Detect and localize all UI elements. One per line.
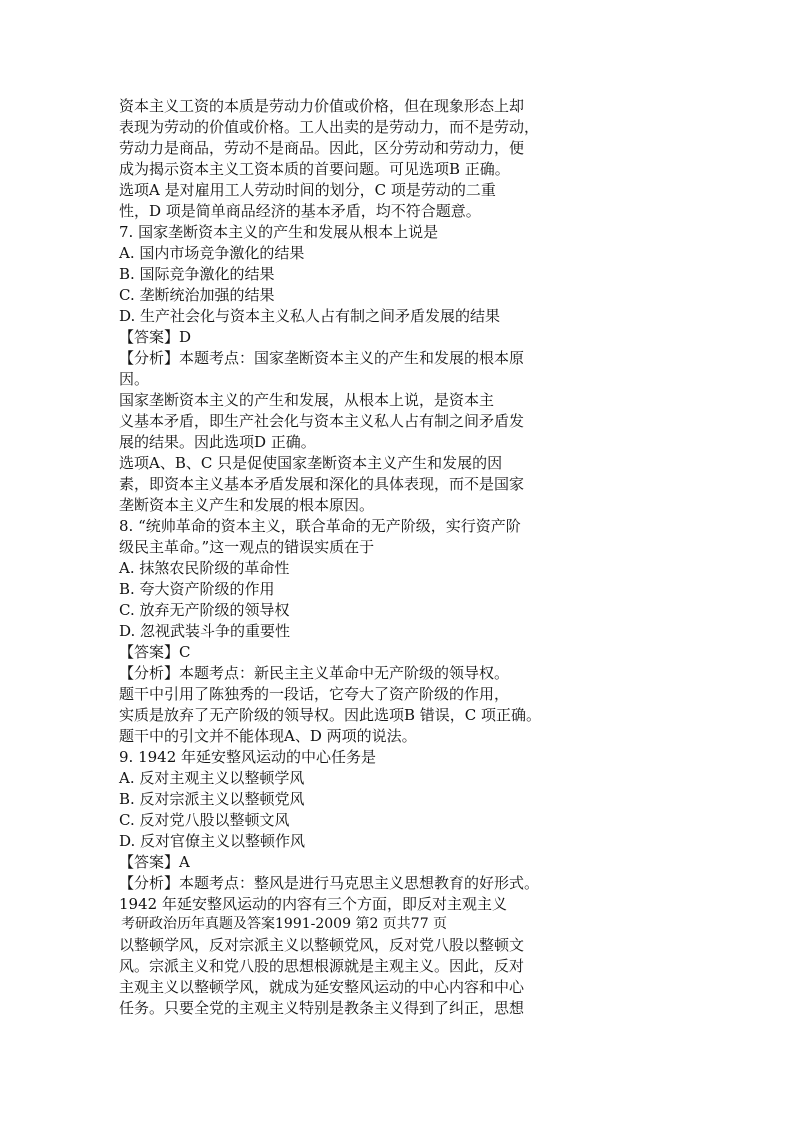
text-line: 资本主义工资的本质是劳动力价值或价格，但在现象形态上却 xyxy=(119,97,525,115)
text-line: 成为揭示资本主义工资本质的首要问题。可见选项B 正确。 xyxy=(119,160,510,178)
text-line: 风。宗派主义和党八股的思想根源就是主观主义。因此，反对 xyxy=(119,957,525,975)
text-line: 国家垄断资本主义的产生和发展，从根本上说，是资本主 xyxy=(119,391,495,409)
option-a: A. 国内市场竞争激化的结果 xyxy=(119,244,305,262)
text-line: 任务。只要全党的主观主义特别是教条主义得到了纠正，思想 xyxy=(119,999,525,1017)
text-line: 义基本矛盾，即生产社会化与资本主义私人占有制之间矛盾发 xyxy=(119,412,525,430)
text-line: 性，D 项是简单商品经济的基本矛盾，均不符合题意。 xyxy=(119,202,481,220)
option-c: C. 垄断统治加强的结果 xyxy=(119,286,275,304)
page-footer: 考研政治历年真题及答案1991-2009 第2 页共77 页 xyxy=(121,916,448,932)
answer-line: 【答案】C xyxy=(119,643,191,661)
option-c: C. 放弃无产阶级的领导权 xyxy=(119,601,290,619)
option-a: A. 反对主观主义以整顿学风 xyxy=(119,769,305,787)
question-8-stem: 8. “统帅革命的资本主义，联合革命的无产阶级，实行资产阶 xyxy=(119,517,521,535)
text-line: 垄断资本主义产生和发展的根本原因。 xyxy=(119,496,375,514)
text-line: 以整顿学风，反对宗派主义以整顿党风，反对党八股以整顿文 xyxy=(119,936,525,954)
text-line: 实质是放弃了无产阶级的领导权。因此选项B 错误，C 项正确。 xyxy=(119,706,542,724)
text-line: 主观主义以整顿学风，就成为延安整风运动的中心内容和中心 xyxy=(119,978,525,996)
option-b: B. 夸大资产阶级的作用 xyxy=(119,580,275,598)
analysis-line: 【分析】本题考点：整风是进行马克思主义思想教育的好形式。 xyxy=(119,874,540,892)
question-8-stem-cont: 级民主革命。”这一观点的错误实质在于 xyxy=(119,538,375,556)
option-d: D. 忽视武装斗争的重要性 xyxy=(119,622,291,640)
answer-line: 【答案】D xyxy=(119,328,192,346)
text-line: 题干中引用了陈独秀的一段话，它夸大了资产阶级的作用， xyxy=(119,685,510,703)
text-line: 展的结果。因此选项D 正确。 xyxy=(119,433,316,451)
text-line: 1942 年延安整风运动的内容有三个方面，即反对主观主义 xyxy=(119,895,507,913)
text-line: 表现为劳动的价值或价格。工人出卖的是劳动力，而不是劳动， xyxy=(119,118,540,136)
text-line: 选项A 是对雇用工人劳动时间的划分，C 项是劳动的二重 xyxy=(119,181,496,199)
option-c: C. 反对党八股以整顿文风 xyxy=(119,811,290,829)
question-9-stem: 9. 1942 年延安整风运动的中心任务是 xyxy=(119,748,377,766)
option-d: D. 生产社会化与资本主义私人占有制之间矛盾发展的结果 xyxy=(119,307,501,325)
analysis-line: 【分析】本题考点：国家垄断资本主义的产生和发展的根本原 xyxy=(119,349,525,367)
text-line: 因。 xyxy=(119,370,150,388)
question-7-stem: 7. 国家垄断资本主义的产生和发展从根本上说是 xyxy=(119,223,439,241)
text-line: 素，即资本主义基本矛盾发展和深化的具体表现，而不是国家 xyxy=(119,475,525,493)
option-d: D. 反对官僚主义以整顿作风 xyxy=(119,832,306,850)
option-b: B. 反对宗派主义以整顿党风 xyxy=(119,790,305,808)
text-line: 题干中的引文并不能体现A、D 两项的说法。 xyxy=(119,727,417,745)
text-line: 选项A、B、C 只是促使国家垄断资本主义产生和发展的因 xyxy=(119,454,503,472)
answer-line: 【答案】A xyxy=(119,853,190,871)
analysis-line: 【分析】本题考点：新民主主义革命中无产阶级的领导权。 xyxy=(119,664,510,682)
option-b: B. 国际竞争激化的结果 xyxy=(119,265,275,283)
text-line: 劳动力是商品，劳动不是商品。因此，区分劳动和劳动力，便 xyxy=(119,139,525,157)
option-a: A. 抹煞农民阶级的革命性 xyxy=(119,559,290,577)
